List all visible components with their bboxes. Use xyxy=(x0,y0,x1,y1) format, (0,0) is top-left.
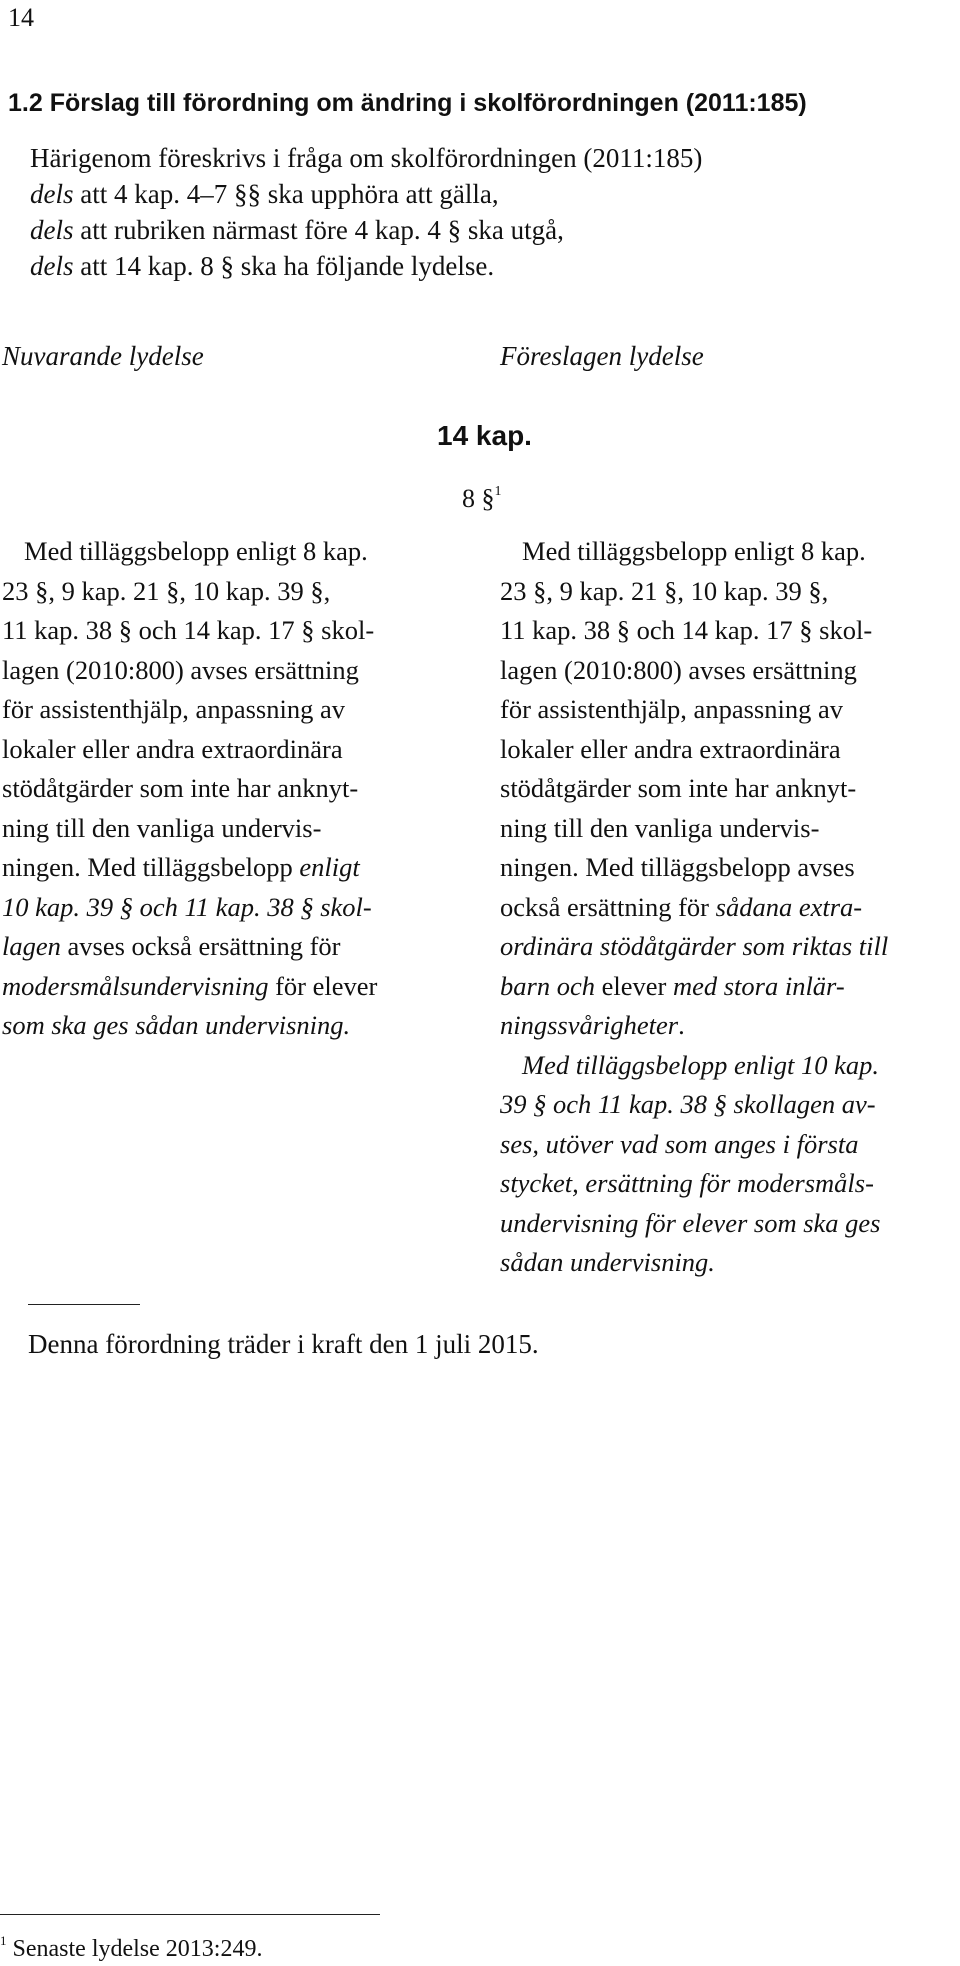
proposed-text-line xyxy=(500,572,960,612)
current-text-segment: för elever xyxy=(268,970,378,1001)
current-text-segment: för assistenthjälp, anpassning av xyxy=(2,694,345,724)
current-text-segment: ningen. Med tilläggsbelopp xyxy=(2,852,300,882)
current-text-line xyxy=(2,1006,472,1046)
current-text-line xyxy=(2,730,472,770)
current-text-line xyxy=(2,927,472,967)
proposed-text-segment: ning till den vanliga undervis- xyxy=(500,812,820,843)
proposed-text-segment: . xyxy=(678,1010,685,1040)
intro-line xyxy=(30,176,702,212)
proposed-text-italic-segment: stycket, ersättning för modersmåls- xyxy=(500,1168,874,1198)
column-header-proposed: Föreslagen lydelse xyxy=(500,341,704,371)
intro-segment: att 14 kap. 8 § ska ha följande lydelse. xyxy=(73,251,495,281)
proposed-text-italic-segment: sådana extra- xyxy=(715,891,863,922)
proposed-text-italic-segment: 39 § och 11 kap. 38 § skollagen av- xyxy=(500,1089,876,1119)
current-text-line xyxy=(2,888,472,928)
intro-italic-segment: dels xyxy=(30,251,74,281)
current-text-segment: avses också ersättning för xyxy=(60,931,341,961)
current-text-italic-segment: enligt xyxy=(299,852,360,882)
proposed-text-italic-segment: Med tilläggsbelopp enligt 10 kap. xyxy=(522,1049,879,1080)
proposed-text-line xyxy=(500,1046,960,1086)
proposed-text-line xyxy=(500,927,960,967)
paragraph-number: 8 § xyxy=(462,484,495,513)
proposed-text-segment: 11 kap. 38 § och 14 kap. 17 § skol- xyxy=(500,615,873,645)
intro-line xyxy=(30,248,702,284)
current-text-line xyxy=(2,848,472,888)
intro-italic-segment: dels xyxy=(30,215,74,245)
current-text-italic-segment: lagen xyxy=(2,931,61,961)
proposed-text-italic-segment: ses, utöver vad som anges i första xyxy=(500,1128,859,1159)
proposed-text-line xyxy=(500,690,960,730)
current-text-line xyxy=(2,532,472,572)
intro-line xyxy=(30,212,702,248)
footnote-separator-rule xyxy=(0,1914,380,1915)
proposed-text-line xyxy=(500,1006,960,1046)
proposed-text-italic-segment: ningssvårigheter xyxy=(500,1010,679,1040)
footnote-ref: 1 xyxy=(494,484,502,499)
proposed-text-line xyxy=(500,730,960,770)
proposed-text-column xyxy=(500,532,960,1283)
current-text-italic-segment: som ska ges sådan undervisning. xyxy=(2,1010,351,1040)
footnote xyxy=(0,1924,262,1966)
current-text-segment: Med tilläggsbelopp enligt 8 kap. xyxy=(24,536,368,566)
proposed-text-italic-segment: sådan undervisning. xyxy=(500,1247,715,1277)
proposed-text-segment: stödåtgärder som inte har anknyt- xyxy=(500,773,857,803)
proposed-text-line xyxy=(500,1204,960,1244)
proposed-text-line xyxy=(500,1164,960,1204)
proposed-text-line xyxy=(500,848,960,888)
current-text-segment: ning till den vanliga undervis- xyxy=(2,812,322,843)
footnote-number: 1 xyxy=(0,1933,7,1948)
current-text-italic-segment: modersmålsundervisning xyxy=(2,970,269,1001)
intro-segment: Härigenom föreskrivs i fråga om skolförordningen (2011:185) xyxy=(30,143,703,173)
proposed-text-italic-segment: undervisning för elever som ska ges xyxy=(500,1207,881,1238)
current-text-line xyxy=(2,769,472,809)
proposed-text-line xyxy=(500,1085,960,1125)
proposed-text-line xyxy=(500,1125,960,1165)
proposed-text-line xyxy=(500,888,960,928)
proposed-text-segment: elever xyxy=(594,970,673,1001)
intro-italic-segment: dels xyxy=(30,179,74,209)
page-number: 14 xyxy=(8,3,34,32)
current-text-segment: 11 kap. 38 § och 14 kap. 17 § skol- xyxy=(2,615,375,645)
chapter-title: 14 kap. xyxy=(437,420,532,451)
proposed-text-segment: för assistenthjälp, anpassning av xyxy=(500,694,843,724)
proposed-text-line xyxy=(500,611,960,651)
proposed-text-line xyxy=(500,1243,960,1283)
entry-separator-rule xyxy=(28,1304,140,1305)
intro-line xyxy=(30,140,702,176)
footnote-text: Senaste lydelse 2013:249. xyxy=(12,1936,263,1962)
proposed-text-segment: 23 §, 9 kap. 21 §, 10 kap. 39 §, xyxy=(500,575,829,606)
current-text-italic-segment: 10 kap. 39 § och 11 kap. 38 § skol- xyxy=(2,891,372,922)
proposed-text-line xyxy=(500,532,960,572)
intro-segment: att 4 kap. 4–7 §§ ska upphöra att gälla, xyxy=(73,179,499,209)
section-heading: 1.2 Förslag till förordning om ändring i skolförordningen (2011:185) xyxy=(8,89,807,117)
paragraph-label xyxy=(462,474,502,517)
intro-text xyxy=(30,140,702,284)
current-text-line xyxy=(2,967,472,1007)
proposed-text-line xyxy=(500,967,960,1007)
proposed-text-italic-segment: ordinära stödåtgärder som riktas till xyxy=(500,931,889,961)
proposed-text-segment: lagen (2010:800) avses ersättning xyxy=(500,654,857,685)
proposed-text-segment: ningen. Med tilläggsbelopp avses xyxy=(500,852,855,882)
proposed-text-segment: också ersättning för xyxy=(500,891,716,922)
proposed-text-italic-segment: med stora inlär- xyxy=(672,970,845,1001)
proposed-text-line xyxy=(500,809,960,849)
current-text-column xyxy=(2,532,472,1046)
intro-segment: att rubriken närmast före 4 kap. 4 § ska utgå, xyxy=(73,215,564,245)
current-text-line xyxy=(2,651,472,691)
current-text-segment: stödåtgärder som inte har anknyt- xyxy=(2,773,359,803)
current-text-line xyxy=(2,611,472,651)
current-text-line xyxy=(2,809,472,849)
proposed-text-segment: Med tilläggsbelopp enligt 8 kap. xyxy=(522,536,866,566)
proposed-text-segment: lokaler eller andra extraordinära xyxy=(500,733,841,764)
proposed-text-line xyxy=(500,769,960,809)
proposed-text-italic-segment: barn och xyxy=(500,970,595,1001)
current-text-segment: lagen (2010:800) avses ersättning xyxy=(2,654,359,685)
current-text-line xyxy=(2,690,472,730)
proposed-text-line xyxy=(500,651,960,691)
column-header-current: Nuvarande lydelse xyxy=(2,341,204,371)
current-text-line xyxy=(2,572,472,612)
current-text-segment: lokaler eller andra extraordinära xyxy=(2,733,343,764)
entry-into-force: Denna förordning träder i kraft den 1 juli 2015. xyxy=(28,1329,539,1359)
current-text-segment: 23 §, 9 kap. 21 §, 10 kap. 39 §, xyxy=(2,575,331,606)
